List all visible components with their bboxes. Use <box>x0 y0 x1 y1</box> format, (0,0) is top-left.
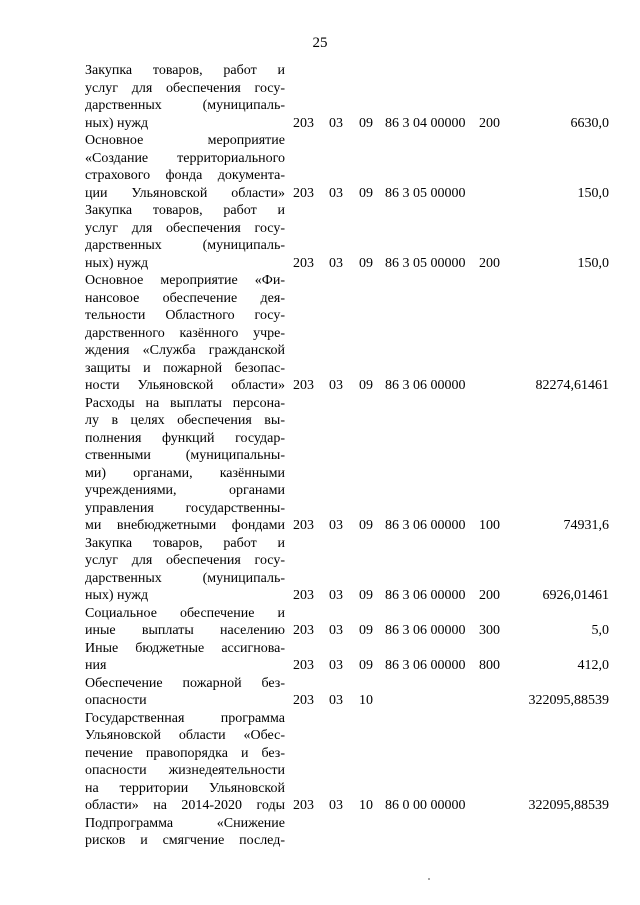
table-row <box>85 815 609 850</box>
row-name <box>85 62 285 132</box>
row-expense-type: 200 <box>479 255 500 271</box>
table-row <box>85 605 609 640</box>
row-name-line: Ульяновской области «Обес- <box>85 728 285 743</box>
row-razdel: 03 <box>329 623 343 638</box>
row-razdel: 03 <box>329 798 343 813</box>
row-name <box>85 640 285 675</box>
row-sum: 6630,0 <box>570 115 609 131</box>
row-name-line: Государственная программа <box>85 710 285 726</box>
row-razdel: 03 <box>329 658 343 673</box>
row-name-line: ственными (муниципальны- <box>85 448 285 463</box>
page-number: 25 <box>312 35 328 51</box>
row-vedomstvo: 203 <box>293 623 314 638</box>
table-row <box>85 132 609 202</box>
table-row <box>85 710 609 815</box>
row-name <box>85 675 285 710</box>
row-razdel: 03 <box>329 115 343 131</box>
row-name-line: лу в целях обеспечения вы- <box>85 413 285 428</box>
row-expense-type <box>479 710 509 815</box>
row-name <box>85 535 285 605</box>
row-vedomstvo: 203 <box>293 518 314 533</box>
row-podrazdel: 09 <box>359 658 373 673</box>
row-vedomstvo <box>285 815 323 850</box>
row-name-line: учреждениями, органами <box>85 483 285 498</box>
row-name-line: Социальное обеспечение и <box>85 605 285 621</box>
row-expense-type: 200 <box>479 115 500 131</box>
row-razdel <box>323 815 355 850</box>
row-name-line: рисков и смягчение послед- <box>85 833 285 848</box>
row-razdel: 03 <box>329 693 343 708</box>
row-name-line: ных) нужд <box>85 588 149 603</box>
row-target-article: 86 3 05 00000 <box>385 185 466 201</box>
row-sum: 74931,6 <box>563 518 609 533</box>
row-name-line: управления государственны- <box>85 500 285 516</box>
row-name-line: Основное мероприятие «Фи- <box>85 273 285 288</box>
row-name-line: области» на 2014-2020 годы <box>85 798 285 813</box>
row-name-line: Основное мероприятие <box>85 133 285 148</box>
table-row <box>85 675 609 710</box>
row-name <box>85 202 285 272</box>
row-name-line: ции Ульяновской области» <box>85 185 285 201</box>
row-sum: 5,0 <box>591 623 609 638</box>
row-podrazdel: 09 <box>359 518 373 533</box>
row-sum: 412,0 <box>577 658 609 673</box>
row-name <box>85 605 285 640</box>
row-name-line: ности Ульяновской области» <box>85 378 285 393</box>
row-expense-type <box>479 675 509 710</box>
row-sum: 150,0 <box>577 255 609 271</box>
table-row <box>85 202 609 272</box>
row-name-line: дарственного казённого учре- <box>85 325 285 341</box>
row-podrazdel <box>355 815 383 850</box>
row-vedomstvo: 203 <box>293 588 314 603</box>
row-name-line: услуг для обеспечения госу- <box>85 80 285 96</box>
row-podrazdel: 10 <box>359 693 373 708</box>
row-podrazdel: 09 <box>359 255 373 271</box>
row-expense-type: 100 <box>479 518 500 533</box>
row-podrazdel: 09 <box>359 588 373 603</box>
row-sum: 82274,61461 <box>535 378 609 393</box>
row-name-line: ния <box>85 658 107 673</box>
row-name-line: ми) органами, казёнными <box>85 465 285 481</box>
row-name-line: тельности Областного госу- <box>85 308 285 323</box>
row-vedomstvo: 203 <box>293 185 314 201</box>
row-name <box>85 710 285 815</box>
row-name-line: ных) нужд <box>85 115 149 131</box>
row-name-line: Закупка товаров, работ и <box>85 203 285 218</box>
row-expense-type <box>479 815 509 850</box>
table-row <box>85 395 609 535</box>
row-podrazdel: 09 <box>359 378 373 393</box>
row-razdel: 03 <box>329 255 343 271</box>
row-name-line: полнения функций государ- <box>85 430 285 446</box>
row-sum: 322095,88539 <box>528 693 609 708</box>
row-name-line: «Создание территориального <box>85 150 285 166</box>
row-name <box>85 815 285 850</box>
row-podrazdel: 09 <box>359 115 373 131</box>
row-target-article: 86 3 06 00000 <box>385 623 466 638</box>
row-expense-type: 800 <box>479 658 500 673</box>
row-sum: 150,0 <box>577 185 609 201</box>
row-vedomstvo: 203 <box>293 798 314 813</box>
row-razdel: 03 <box>329 518 343 533</box>
row-target-article: 86 3 06 00000 <box>385 658 466 673</box>
table-row <box>85 272 609 395</box>
row-name-line: дарственных (муниципаль- <box>85 238 285 253</box>
row-expense-type <box>479 132 509 202</box>
row-vedomstvo: 203 <box>293 693 314 708</box>
row-name-line: печение правопорядка и без- <box>85 745 285 761</box>
budget-table <box>85 62 609 850</box>
row-name-line: ных) нужд <box>85 255 149 271</box>
row-target-article: 86 3 06 00000 <box>385 518 466 533</box>
row-expense-type: 300 <box>479 623 500 638</box>
row-podrazdel: 09 <box>359 185 373 201</box>
row-vedomstvo: 203 <box>293 115 314 131</box>
row-name <box>85 395 285 535</box>
row-name <box>85 132 285 202</box>
row-expense-type <box>479 272 509 395</box>
row-razdel: 03 <box>329 378 343 393</box>
table-row <box>85 535 609 605</box>
row-podrazdel: 09 <box>359 623 373 638</box>
row-razdel: 03 <box>329 588 343 603</box>
row-vedomstvo: 203 <box>293 658 314 673</box>
row-razdel: 03 <box>329 185 343 201</box>
row-name-line: дарственных (муниципаль- <box>85 570 285 586</box>
row-target-article: 86 3 06 00000 <box>385 378 466 393</box>
row-name-line: услуг для обеспечения госу- <box>85 553 285 568</box>
table-row <box>85 62 609 132</box>
row-name-line: защиты и пожарной безопас- <box>85 360 285 376</box>
row-target-article <box>383 675 479 710</box>
row-expense-type: 200 <box>479 588 500 603</box>
row-vedomstvo: 203 <box>293 378 314 393</box>
row-vedomstvo: 203 <box>293 255 314 271</box>
row-name-line: Закупка товаров, работ и <box>85 63 285 78</box>
row-name-line: опасности жизнедеятельности <box>85 763 285 778</box>
row-name-line: Расходы на выплаты персона- <box>85 395 285 411</box>
table-row <box>85 640 609 675</box>
row-name-line: на территории Ульяновской <box>85 780 285 796</box>
row-name-line: ми внебюджетными фондами <box>85 518 285 533</box>
row-name-line: нансовое обеспечение дея- <box>85 290 285 306</box>
row-name-line: Подпрограмма «Снижение <box>85 815 285 831</box>
row-name <box>85 272 285 395</box>
row-podrazdel: 10 <box>359 798 373 813</box>
row-name-line: услуг для обеспечения госу- <box>85 220 285 236</box>
row-sum: 322095,88539 <box>528 798 609 813</box>
row-name-line: дарственных (муниципаль- <box>85 98 285 113</box>
row-target-article: 86 3 05 00000 <box>385 255 466 271</box>
row-target-article <box>383 815 479 850</box>
row-name-line: иные выплаты населению <box>85 623 285 638</box>
row-name-line: Закупка товаров, работ и <box>85 535 285 551</box>
row-sum: 6926,01461 <box>542 588 609 603</box>
row-sum <box>509 815 609 850</box>
row-target-article: 86 0 00 00000 <box>385 798 466 813</box>
row-target-article: 86 3 06 00000 <box>385 588 466 603</box>
row-name-line: опасности <box>85 693 147 708</box>
row-target-article: 86 3 04 00000 <box>385 115 466 131</box>
row-name-line: ждения «Служба гражданской <box>85 343 285 358</box>
scan-dot <box>428 878 430 880</box>
row-name-line: Обеспечение пожарной без- <box>85 675 285 691</box>
row-name-line: Иные бюджетные ассигнова- <box>85 640 285 656</box>
table-body <box>85 62 609 850</box>
row-name-line: страхового фонда документа- <box>85 168 285 183</box>
